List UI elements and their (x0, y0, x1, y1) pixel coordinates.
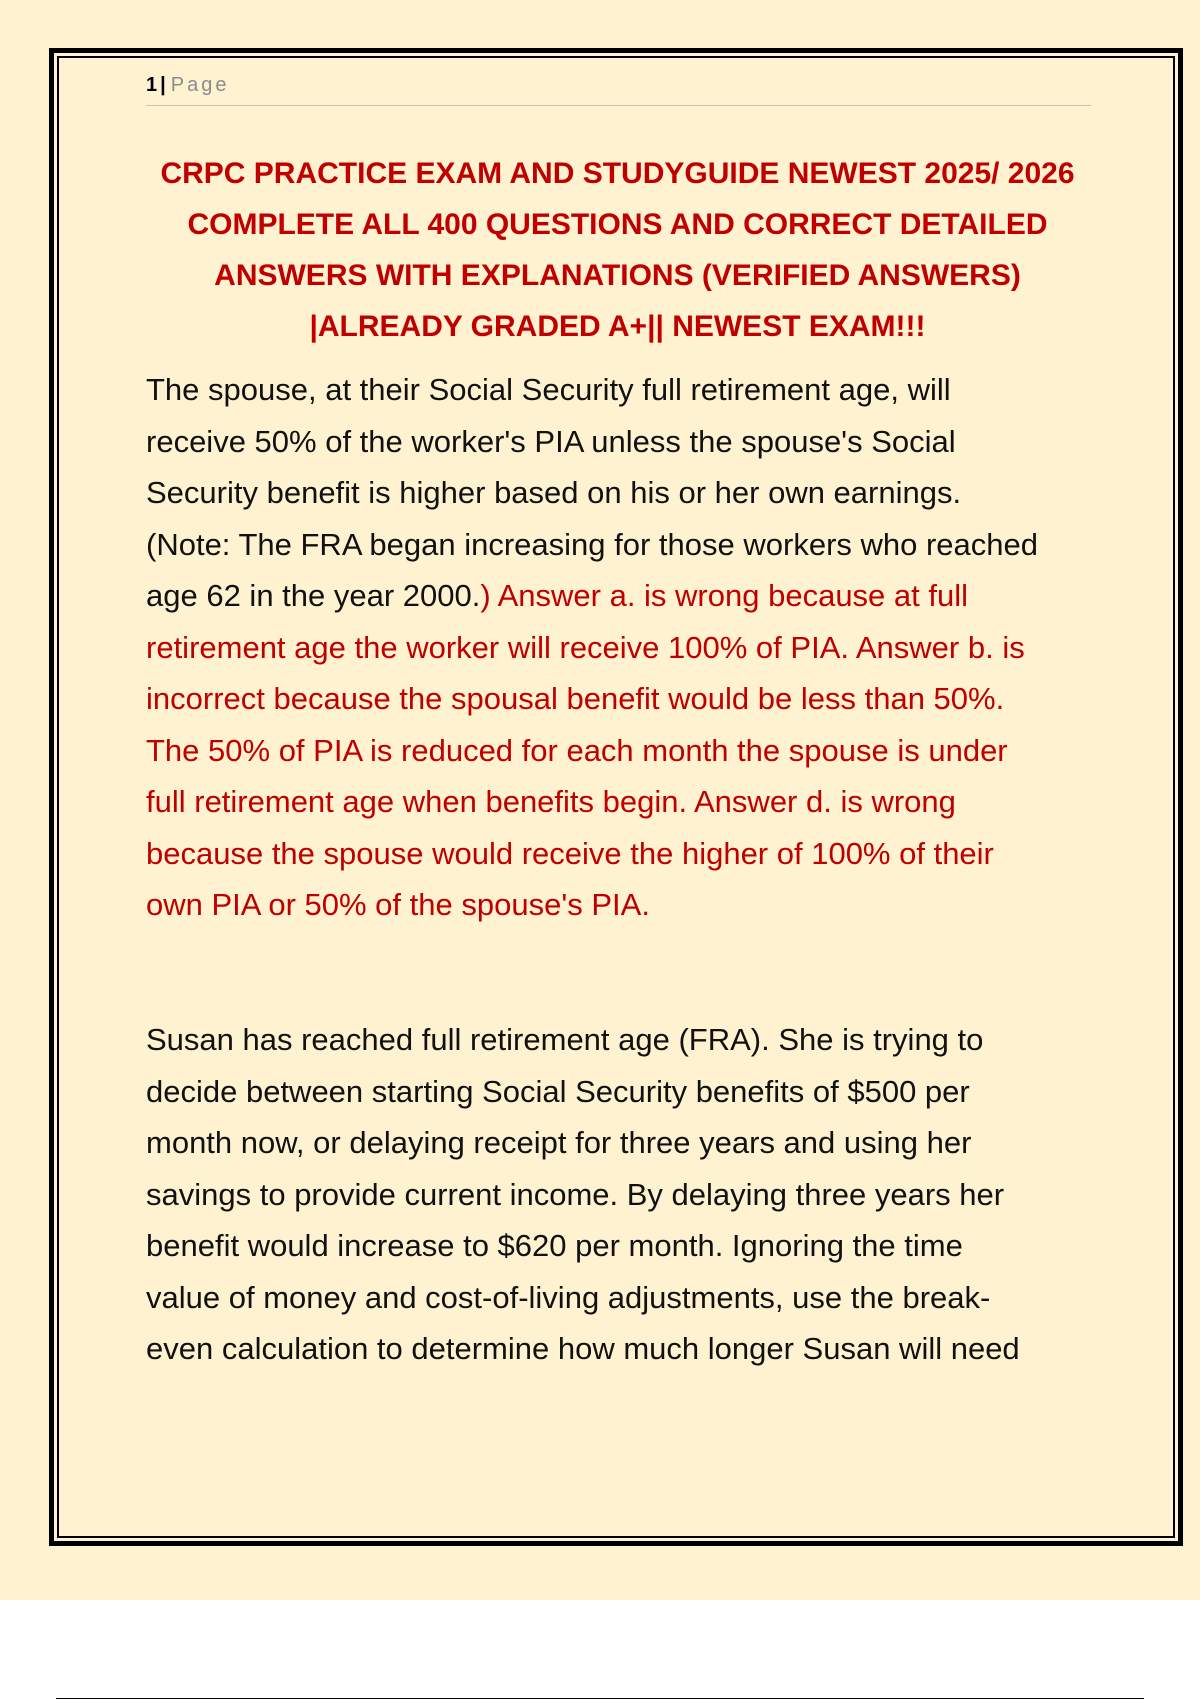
paragraph-line-red: full retirement age when benefits begin. Answer d. is wrong (146, 784, 956, 819)
paragraph-line: receive 50% of the worker's PIA unless the spouse's Social (146, 423, 956, 459)
paragraph-line: savings to provide current income. By delaying three years her (146, 1176, 1005, 1212)
paragraph-line: benefit would increase to $620 per month. Ignoring the time (146, 1228, 963, 1263)
paragraph-line: (Note: The FRA began increasing for those workers who reached (146, 526, 1039, 562)
header-divider (146, 105, 1091, 106)
paragraph-line: Susan has reached full retirement age (FRA). She is trying to (146, 1022, 984, 1057)
paragraph-line-red: incorrect because the spousal benefit would be less than 50%. (146, 681, 1005, 716)
footer-divider (56, 1698, 1144, 1699)
question-paragraph (146, 1014, 1106, 1375)
paragraph-line: month now, or delaying receipt for three years and using her (146, 1125, 972, 1160)
page-label: Page (170, 74, 230, 96)
document-title (140, 148, 1095, 352)
paragraph-line: decide between starting Social Security benefits of $500 per (146, 1073, 970, 1109)
title-line-2: COMPLETE ALL 400 QUESTIONS AND CORRECT DETAILED (187, 208, 1048, 241)
paragraph-line-red: retirement age the worker will receive 100% of PIA. Answer b. is (146, 629, 1025, 665)
paragraph-line-red: because the spouse would receive the higher of 100% of their (146, 835, 994, 871)
paragraph-line: Security benefit is higher based on his or her own earnings. (146, 475, 962, 510)
paragraph-text-red: ) Answer a. is wrong because at full (480, 578, 969, 613)
page-number: 1 (146, 74, 159, 96)
title-line-4: |ALREADY GRADED A+|| NEWEST EXAM!!! (309, 310, 926, 343)
title-line-3: ANSWERS WITH EXPLANATIONS (VERIFIED ANSWERS) (214, 259, 1021, 292)
paragraph-line: even calculation to determine how much longer Susan will need (146, 1331, 1020, 1366)
paragraph-line-red: own PIA or 50% of the spouse's PIA. (146, 887, 650, 922)
page-number-header (146, 74, 229, 97)
title-line-1: CRPC PRACTICE EXAM AND STUDYGUIDE NEWEST 2025/ 2026 (160, 157, 1075, 190)
page-number-separator: | (160, 74, 167, 96)
paragraph-line: value of money and cost-of-living adjustments, use the break- (146, 1279, 991, 1315)
answer-explanation-paragraph (146, 364, 1106, 931)
paragraph-line: The spouse, at their Social Security full retirement age, will (146, 372, 951, 407)
paragraph-text-black: age 62 in the year 2000. (146, 578, 481, 613)
paragraph-line-mixed (146, 570, 1106, 622)
paragraph-line-red: The 50% of PIA is reduced for each month the spouse is under (146, 732, 1008, 768)
